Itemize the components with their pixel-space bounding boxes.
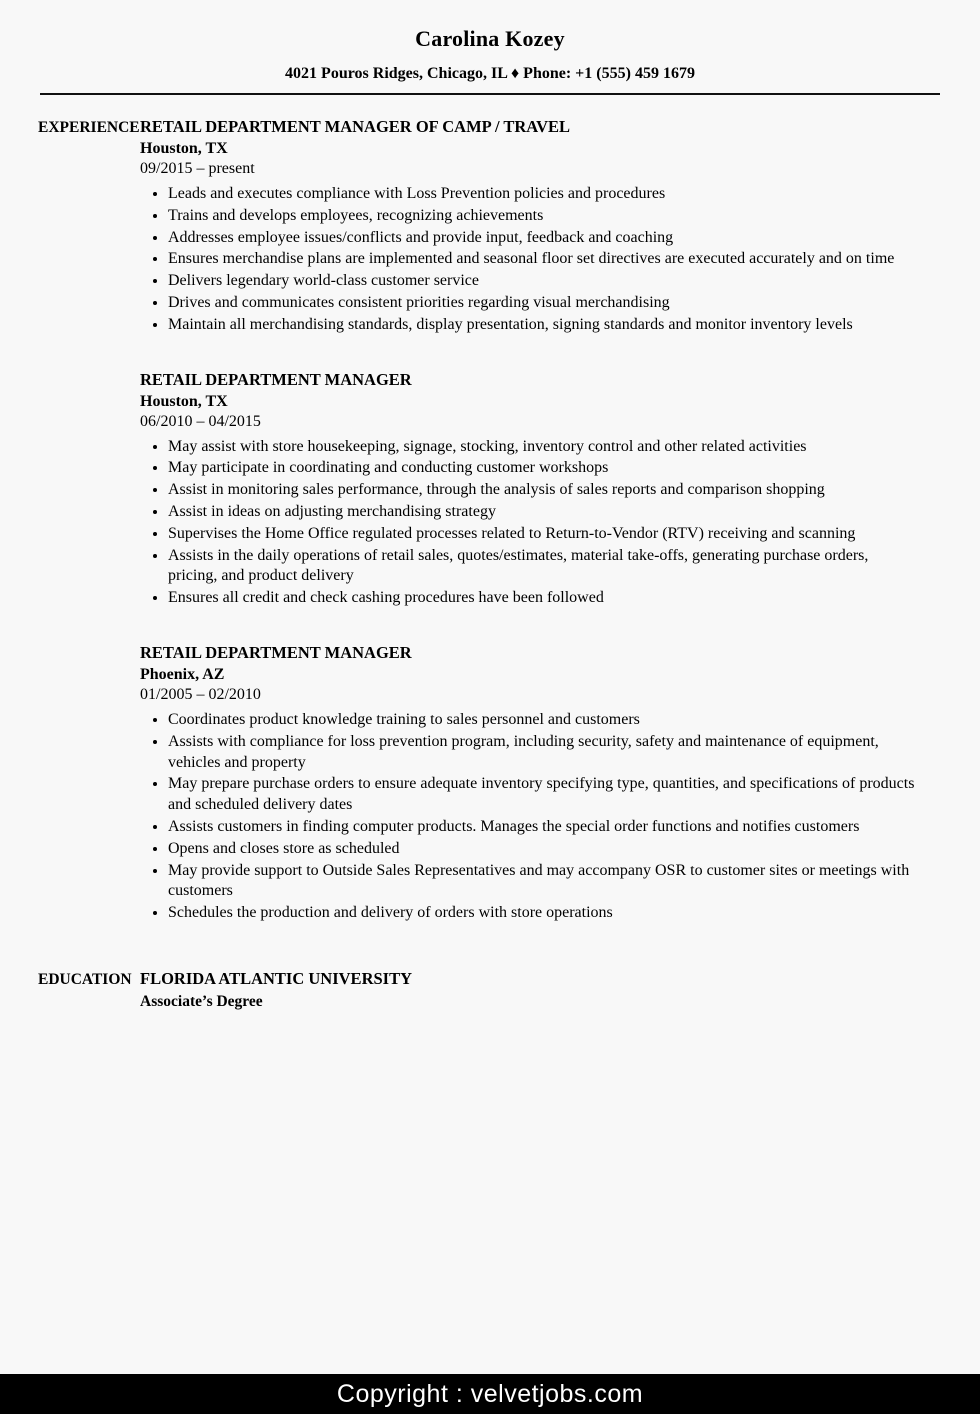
bullet-item: • Trains and develops employees, recognizing achievements — [168, 206, 916, 227]
section-label-experience: EXPERIENCE — [38, 119, 140, 136]
bullet-item: • May prepare purchase orders to ensure adequate inventory specifying type, quantities, and specifications of products and scheduled delivery dates — [168, 774, 916, 816]
job-location: Phoenix, AZ — [140, 665, 225, 683]
education-content — [140, 969, 980, 1011]
bullet-item: • Assists in the daily operations of retail sales, quotes/estimates, material take-offs, generating purchase orders, pricing, and product delivery — [168, 546, 916, 588]
job-bullets — [140, 710, 916, 924]
candidate-name: Carolina Kozey — [415, 26, 565, 51]
contact-line: 4021 Pouros Ridges, Chicago, IL ♦ Phone: +1 (555) 459 1679 — [285, 65, 695, 82]
bullet-item: • Delivers legendary world-class customer service — [168, 271, 916, 292]
copyright-footer — [0, 1374, 980, 1414]
bullet-item: • Leads and executes compliance with Loss Prevention policies and procedures — [168, 184, 916, 205]
bullet-item: • Supervises the Home Office regulated processes related to Return-to-Vendor (RTV) receiving and scanning — [168, 524, 916, 545]
bullet-item: • Assists customers in finding computer products. Manages the special order functions and notifies customers — [168, 817, 916, 838]
bullet-item: • Addresses employee issues/conflicts and provide input, feedback and coaching — [168, 228, 916, 249]
job-entry — [140, 370, 916, 609]
bullet-item: • May assist with store housekeeping, signage, stocking, inventory control and other related activities — [168, 437, 916, 458]
copyright-text: Copyright : velvetjobs.com — [336, 1379, 644, 1408]
job-location: Houston, TX — [140, 392, 228, 410]
bullet-item: • May participate in coordinating and conducting customer workshops — [168, 458, 916, 479]
bullet-item: • Assist in monitoring sales performance, through the analysis of sales reports and comparison shopping — [168, 480, 916, 501]
job-entry — [140, 643, 916, 924]
bullet-item: • Maintain all merchandising standards, display presentation, signing standards and monitor inventory levels — [168, 315, 916, 336]
bullet-item: • Assist in ideas on adjusting merchandising strategy — [168, 502, 916, 523]
bullet-item: • Assists with compliance for loss prevention program, including security, safety and maintenance of equipment, vehicles and property — [168, 732, 916, 774]
education-section — [0, 969, 980, 1011]
education-school: FLORIDA ATLANTIC UNIVERSITY — [140, 968, 413, 988]
job-location: Houston, TX — [140, 140, 228, 157]
bullet-item: • Drives and communicates consistent priorities regarding visual merchandising — [168, 293, 916, 314]
bullet-item: • Coordinates product knowledge training to sales personnel and customers — [168, 710, 916, 731]
job-bullets — [140, 184, 916, 336]
job-dates: 09/2015 – present — [140, 160, 255, 177]
job-dates: 06/2010 – 04/2015 — [140, 412, 261, 430]
job-title: RETAIL DEPARTMENT MANAGER OF CAMP / TRAVEL — [140, 117, 570, 136]
bullet-item: • Schedules the production and delivery of orders with store operations — [168, 903, 916, 924]
job-entry — [140, 117, 916, 336]
header-divider — [40, 93, 940, 95]
job-dates: 01/2005 – 02/2010 — [140, 685, 261, 703]
bullet-item: • Opens and closes store as scheduled — [168, 839, 916, 860]
bullet-item: • May provide support to Outside Sales Representatives and may accompany OSR to customer sites or meetings with customers — [168, 861, 916, 903]
bullet-item: • Ensures merchandise plans are implemented and seasonal floor set directives are executed accurately and on time — [168, 249, 916, 270]
jobs-list — [140, 117, 980, 925]
job-title: RETAIL DEPARTMENT MANAGER — [140, 369, 412, 389]
bullet-item: • Ensures all credit and check cashing procedures have been followed — [168, 588, 916, 609]
resume-header — [0, 26, 980, 95]
education-degree: Associate’s Degree — [140, 992, 263, 1010]
section-label-education: EDUCATION — [38, 970, 132, 988]
job-title: RETAIL DEPARTMENT MANAGER — [140, 642, 412, 662]
experience-section — [0, 117, 980, 925]
job-bullets — [140, 437, 916, 609]
